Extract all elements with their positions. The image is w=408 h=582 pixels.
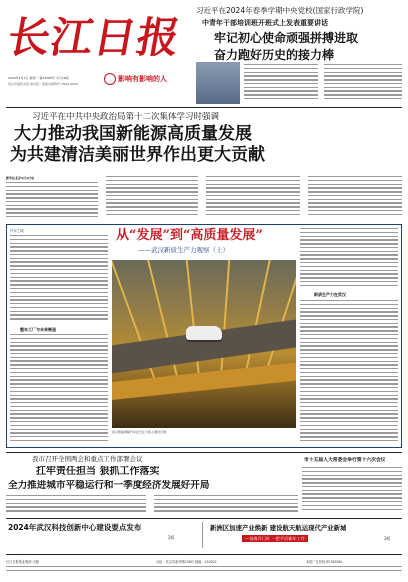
- text-block: [300, 228, 398, 288]
- text-block: [244, 64, 318, 104]
- text-block: [300, 300, 398, 446]
- top-text-columns: [196, 62, 402, 104]
- feature-label: 汽车之城: [10, 229, 24, 233]
- top-story-subkicker[interactable]: 中青年干部培训班开班式上发表重要讲话: [202, 19, 328, 27]
- photo-thumbnail: [196, 62, 240, 104]
- text-block: [308, 176, 402, 220]
- masthead-title: 长江日报: [3, 13, 185, 62]
- masthead-logo: [104, 73, 116, 85]
- strip-item-1[interactable]: 2024年武汉科技创新中心建设要点发布: [8, 523, 142, 532]
- top-story-headline-1[interactable]: 牢记初心使命顽强拼搏进取: [214, 31, 359, 45]
- top-story-kicker[interactable]: 习近平在2024年春季学期中央党校(国家行政学院): [196, 6, 364, 15]
- strip-item-2[interactable]: 新洲区加速产业焕新 建设航天航运现代产业新城: [210, 524, 347, 532]
- footer-left: 长江日报报业集团 出版: [6, 560, 39, 564]
- divider: [6, 107, 402, 108]
- text-block: [154, 495, 298, 515]
- masthead-slogan: 影响有影响的人: [118, 75, 167, 83]
- text-block: [206, 176, 300, 220]
- footer-right: 本报广告热线 85763080: [306, 560, 343, 564]
- lead-kicker[interactable]: 习近平在中共中央政治局第十二次集体学习时强调: [32, 112, 220, 122]
- footer: [6, 557, 402, 577]
- footer-mid: 社址：武汉市新华路238号 邮编：430022: [156, 560, 217, 564]
- masthead-small-info: 武汉市委机关报 国内统一连续出版物号 CN42-0009: [8, 82, 78, 86]
- lead-body: [6, 176, 402, 220]
- bottom-left-story: [6, 455, 298, 515]
- divider: [6, 554, 402, 555]
- feature-subtitle: ——武汉新质生产力观察（上）: [138, 246, 229, 254]
- right-subhead: 新质生产力在武汉: [314, 292, 346, 297]
- lead-headline-1[interactable]: 大力推动我国新能源高质量发展: [14, 124, 252, 144]
- headline-strip: [6, 520, 402, 552]
- top-story-headline-2[interactable]: 奋力跑好历史的接力棒: [214, 48, 335, 62]
- text-block: [324, 64, 402, 104]
- text-block: [302, 467, 402, 515]
- feature-left-column: [10, 228, 108, 446]
- bottom-headline-1[interactable]: 扛牢责任担当 狠抓工作落实: [36, 466, 160, 477]
- text-block: [6, 495, 146, 515]
- feature-heading: [112, 228, 294, 258]
- left-subhead: 整车工厂与未来制造: [20, 327, 56, 332]
- bottom-kicker[interactable]: 我市召开全国两会和重点工作部署会议: [32, 455, 143, 463]
- divider: [6, 452, 402, 453]
- feature-right-column: [300, 228, 398, 446]
- text-block: [6, 182, 98, 220]
- strip-item-2-tag: —奋战开门红 一把手话新年工作: [242, 535, 308, 542]
- photo-caption: 武汉智能网联汽车在长江大桥上测试行驶。: [112, 430, 170, 434]
- masthead: [3, 6, 192, 104]
- strip-separator: [202, 522, 203, 548]
- lead-byline: 新华社北京3月1日电: [6, 176, 35, 180]
- strip-item-2-page: 3版: [384, 536, 391, 541]
- bottom-headline-2[interactable]: 全力推进城市平稳运行和一季度经济发展好开局: [8, 480, 210, 491]
- feature-title[interactable]: 从“发展”到“高质量发展”: [116, 228, 263, 243]
- lead-headline-2[interactable]: 为共建清洁美丽世界作出更大贡献: [10, 145, 265, 165]
- lead-story: [6, 110, 402, 172]
- text-block: [106, 176, 198, 220]
- strip-item-1-page: 2版: [168, 535, 175, 540]
- car-image: [186, 326, 222, 340]
- feature-photo: [112, 260, 296, 428]
- text-block: [10, 334, 108, 446]
- bottom-right-headline[interactable]: 市十五届人大常委会举行第十六次会议: [304, 458, 386, 463]
- divider: [6, 518, 402, 519]
- issue-info: 2024年4月1日 星期一 第23589号 今日16版: [8, 76, 69, 80]
- bottom-right-story: [302, 455, 402, 515]
- footer-text: [6, 566, 402, 576]
- text-block: [10, 235, 108, 325]
